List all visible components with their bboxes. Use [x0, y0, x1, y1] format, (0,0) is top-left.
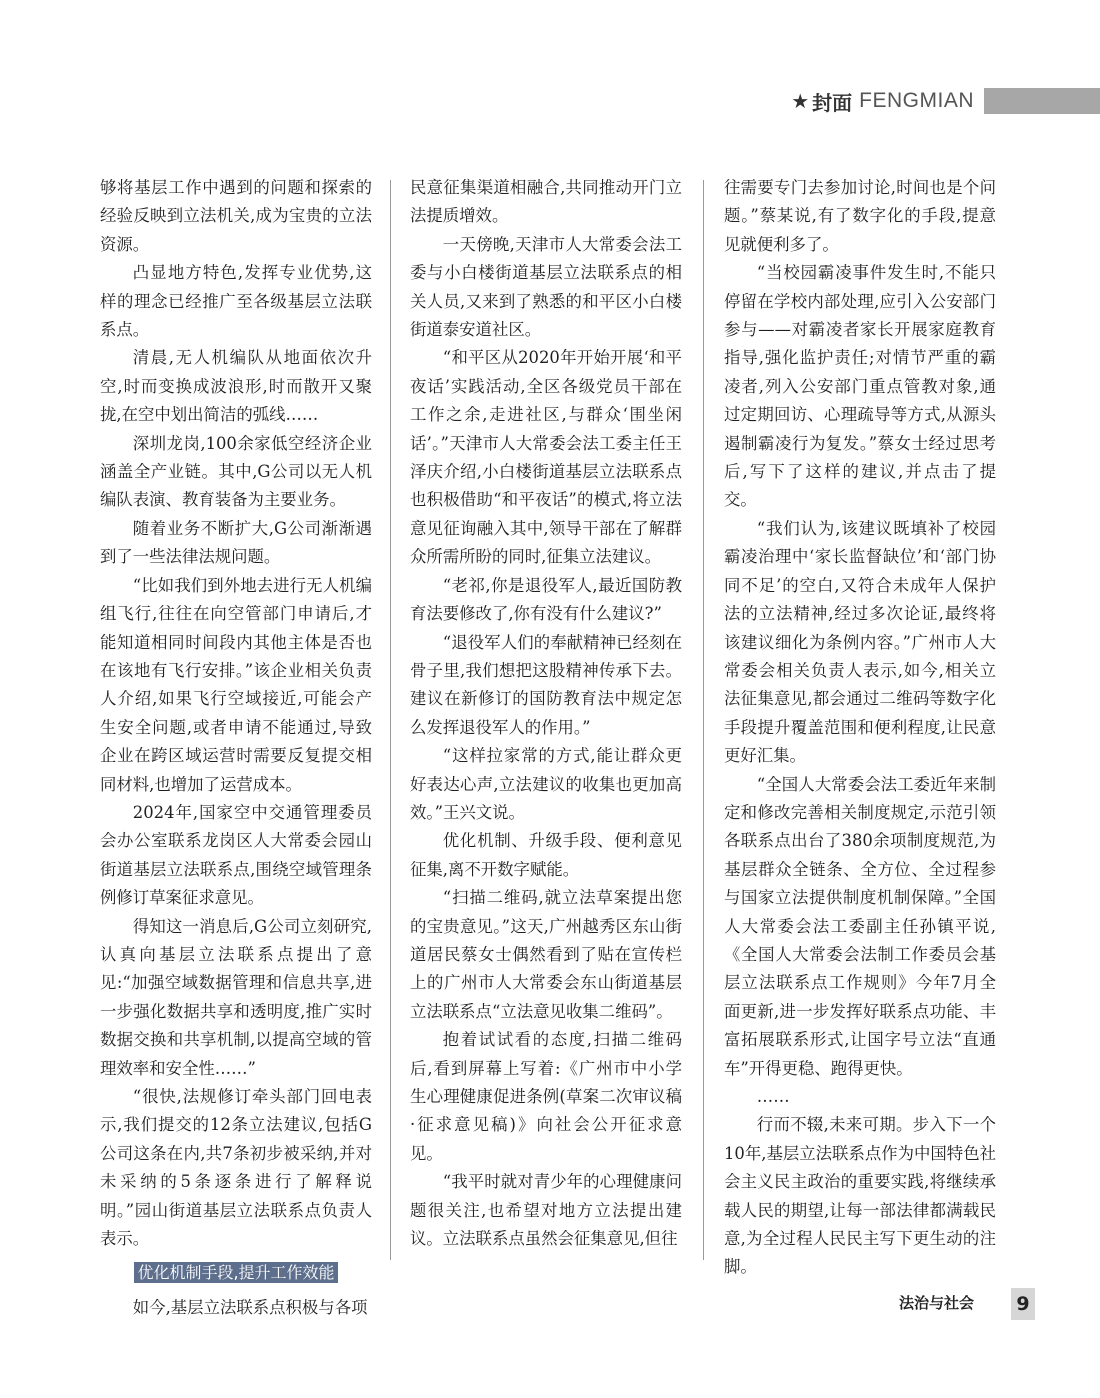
paragraph: 随着业务不断扩大,G公司渐渐遇到了一些法律法规问题。	[100, 518, 372, 567]
paragraph: 2024年,国家空中交通管理委员会办公室联系龙岗区人大常委会园山街道基层立法联系点,围绕空域管理条例修订草案征求意见。	[100, 802, 372, 908]
paragraph: 得知这一消息后,G公司立刻研究,认真向基层立法联系点提出了意见:“加强空域数据管理和信息共享,进一步强化数据共享和透明度,推广实时数据交换和共享机制,以提高空域的管理效率和安全性……”	[100, 916, 372, 1078]
paragraph: 优化机制、升级手段、便利意见征集,离不开数字赋能。	[410, 831, 682, 879]
paragraph: “这样拉家常的方式,能让群众更好表达心声,立法建议的收集也更加高效。”王兴文说。	[410, 746, 682, 822]
column-divider	[703, 180, 704, 1260]
column-3	[724, 174, 996, 1282]
paragraph: “我平时就对青少年的心理健康问题很关注,也希望对地方立法提出建议。立法联系点虽然会征集意见,但往	[410, 1172, 682, 1249]
paragraph: “扫描二维码,就立法草案提出您的宝贵意见。”这天,广州越秀区东山街道居民蔡女士偶然看到了贴在宣传栏上的广州市人大常委会东山街道基层立法联系点“立法意见收集二维码”。	[410, 888, 682, 1021]
column-divider	[390, 180, 391, 1260]
paragraph: “比如我们到外地去进行无人机编组飞行,往往在向空管部门申请后,才能知道相同时间段内其他主体是否也在该地有飞行安排。”该企业相关负责人介绍,如果飞行空域接近,可能会产生安全问题,或者申请不能通过,导致企业在跨区域运营时需要反复提交相同材料,也增加了运营成本。	[100, 575, 372, 794]
section-heading-text: 优化机制手段,提升工作效能	[134, 1262, 337, 1283]
paragraph: 一天傍晚,天津市人大常委会法工委与小白楼街道基层立法联系点的相关人员,又来到了熟悉的和平区小白楼街道泰安道社区。	[410, 234, 682, 340]
paragraph: “老祁,你是退役军人,最近国防教育法要修改了,你有没有什么建议?”	[410, 575, 682, 624]
paragraph: “退役军人们的奉献精神已经刻在骨子里,我们想把这股精神传承下去。建议在新修订的国防教育法中规定怎么发挥退役军人的作用。”	[410, 632, 682, 737]
paragraph: “我们认为,该建议既填补了校园霸凌治理中‘家长监督缺位’和‘部门协同不足’的空白,又符合未成年人保护法的立法精神,经过多次论证,最终将该建议细化为条例内容。”广州市人大常委会相关负责人表示,如今,相关立法征集意见,都会通过二维码等数字化手段提升覆盖范围和便利程度,让民意更好汇集。	[724, 518, 996, 766]
paragraph: 清晨,无人机编队从地面依次升空,时而变换成波浪形,时而散开又聚拢,在空中划出简洁的弧线……	[100, 348, 372, 425]
section-heading	[100, 1259, 372, 1287]
section-title-cn: 封面	[812, 90, 853, 115]
paragraph: “全国人大常委会法工委近年来制定和修改完善相关制度规定,示范引领各联系点出台了380余项制度规范,为基层群众全链条、全方位、全过程参与国家立法提供制度机制保障。”全国人大常委会法工委副主任孙镇平说,《全国人大常委会法制工作委员会基层立法联系点工作规则》今年7月全面更新,进一步发挥好联系点功能、丰富拓展联系形式,让国字号立法“直通车”开得更稳、跑得更快。	[724, 774, 996, 1078]
paragraph: “当校园霸凌事件发生时,不能只停留在学校内部处理,应引入公安部门参与——对霸凌者家长开展家庭教育指导,强化监护责任;对情节严重的霸凌者,列入公安部门重点管教对象,通过定期回访、心理疏导等方式,从源头遏制霸凌行为复发。”蔡女士经过思考后,写下了这样的建议,并点击了提交。	[724, 263, 996, 510]
section-title-en: FENGMIAN	[859, 89, 974, 112]
paragraph: “很快,法规修订牵头部门回电表示,我们提交的12条立法建议,包括G公司这条在内,共7条初步被采纳,并对未采纳的5条逐条进行了解释说明。”园山街道基层立法联系点负责人表示。	[100, 1087, 372, 1249]
paragraph: 深圳龙岗,100余家低空经济企业涵盖全产业链。其中,G公司以无人机编队表演、教育装备为主要业务。	[100, 433, 372, 510]
paragraph: 凸显地方特色,发挥专业优势,这样的理念已经推广至各级基层立法联系点。	[100, 263, 372, 340]
page-number: 9	[1011, 1288, 1035, 1320]
star-icon: ★	[791, 89, 810, 113]
header-bar	[984, 88, 1100, 114]
paragraph: ……	[756, 1087, 790, 1106]
paragraph: 行而不辍,未来可期。步入下一个10年,基层立法联系点作为中国特色社会主义民主政治的重要实践,将继续承载人民的期望,让每一部法律都满载民意,为全过程人民民主写下更生动的注脚。	[724, 1115, 996, 1277]
column-2	[410, 174, 682, 1253]
magazine-name: 法治与社会	[899, 1294, 975, 1312]
paragraph: 民意征集渠道相融合,共同推动开门立法提质增效。	[410, 178, 682, 226]
paragraph: “和平区从2020年开始开展‘和平夜话’实践活动,全区各级党员干部在工作之余,走进社区,与群众‘围坐闲话’。”天津市人大常委会法工委主任王泽庆介绍,小白楼街道基层立法联系点也积极借助“和平夜话”的模式,将立法意见征询融入其中,领导干部在了解群众所需所盼的同时,征集立法建议。	[410, 348, 682, 567]
paragraph: 往需要专门去参加讨论,时间也是个问题。”蔡某说,有了数字化的手段,提意见就便利多了。	[724, 178, 996, 254]
column-1	[100, 174, 372, 1322]
paragraph: 抱着试试看的态度,扫描二维码后,看到屏幕上写着:《广州市中小学生心理健康促进条例(草案二次审议稿·征求意见稿)》向社会公开征求意见。	[410, 1030, 682, 1163]
paragraph: 如今,基层立法联系点积极与各项	[132, 1297, 368, 1317]
paragraph: 够将基层工作中遇到的问题和探索的经验反映到立法机关,成为宝贵的立法资源。	[100, 178, 372, 254]
section-header	[791, 86, 1100, 116]
